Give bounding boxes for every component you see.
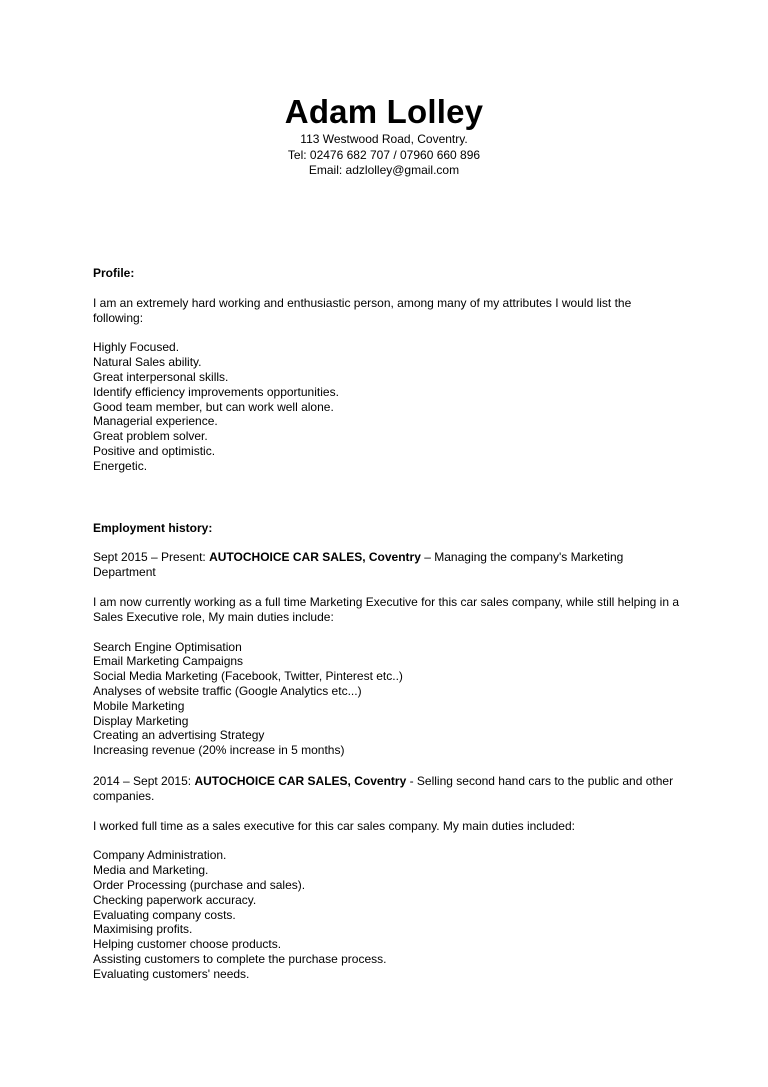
job-summary: I worked full time as a sales executive for this car sales company. My main duties included: <box>93 818 575 833</box>
candidate-name: Adam Lolley <box>284 93 484 130</box>
employment-section <box>93 521 683 982</box>
list-item: Evaluating customers' needs. <box>93 966 250 981</box>
list-item: Identify efficiency improvements opportunities. <box>93 384 339 399</box>
job-role-description: – Managing the company's Marketing Department <box>93 550 624 580</box>
attribute-list <box>93 340 683 473</box>
address-line: 113 Westwood Road, Coventry. <box>300 132 468 146</box>
profile-intro: I am an extremely hard working and enthusiastic person, among many of my attributes I would list the following: <box>93 295 632 325</box>
list-item: Increasing revenue (20% increase in 5 months) <box>93 743 345 758</box>
list-item: Checking paperwork accuracy. <box>93 892 257 907</box>
list-item: Company Administration. <box>93 848 227 863</box>
list-item: Energetic. <box>93 458 148 473</box>
job-employer: AUTOCHOICE CAR SALES, Coventry <box>194 773 407 788</box>
list-item: Search Engine Optimisation <box>93 639 242 654</box>
list-item: Great problem solver. <box>93 429 208 444</box>
job-period: Sept 2015 – Present: <box>93 550 206 565</box>
list-item: Great interpersonal skills. <box>93 369 229 384</box>
list-item: Mobile Marketing <box>93 698 185 713</box>
profile-section <box>93 266 683 474</box>
profile-heading: Profile: <box>93 266 135 280</box>
list-item: Natural Sales ability. <box>93 355 202 370</box>
list-item: Analyses of website traffic (Google Analytics etc...) <box>93 683 362 698</box>
cv-header <box>0 92 768 179</box>
list-item: Creating an advertising Strategy <box>93 728 265 743</box>
job-title-line <box>93 550 683 580</box>
job-summary: I am now currently working as a full time Marketing Executive for this car sales company, while still helping in a Sales Executive role, My main duties include: <box>93 594 680 624</box>
list-item: Social Media Marketing (Facebook, Twitter, Pinterest etc..) <box>93 669 403 684</box>
job-entry <box>93 774 683 982</box>
telephone-line: Tel: 02476 682 707 / 07960 660 896 <box>287 147 481 162</box>
list-item: Assisting customers to complete the purchase process. <box>93 951 387 966</box>
job-period: 2014 – Sept 2015: <box>93 773 192 788</box>
list-item: Maximising profits. <box>93 922 193 937</box>
job-entry <box>93 550 683 758</box>
job-employer: AUTOCHOICE CAR SALES, Coventry <box>209 550 421 565</box>
job-title-line <box>93 774 683 804</box>
job-role-description: - Selling second hand cars to the public and other companies. <box>93 773 674 803</box>
list-item: Media and Marketing. <box>93 863 209 878</box>
list-item: Good team member, but can work well alone. <box>93 399 334 414</box>
list-item: Evaluating company costs. <box>93 907 236 922</box>
employment-heading: Employment history: <box>93 520 213 535</box>
list-item: Managerial experience. <box>93 414 218 429</box>
email-line: Email: adzlolley@gmail.com <box>308 163 460 177</box>
duty-list <box>93 848 683 981</box>
duty-list <box>93 640 683 758</box>
list-item: Email Marketing Campaigns <box>93 654 244 669</box>
list-item: Highly Focused. <box>93 340 180 355</box>
list-item: Helping customer choose products. <box>93 937 282 952</box>
list-item: Order Processing (purchase and sales). <box>93 877 306 892</box>
list-item: Positive and optimistic. <box>93 443 216 458</box>
list-item: Display Marketing <box>93 713 189 728</box>
cv-body <box>93 266 683 981</box>
